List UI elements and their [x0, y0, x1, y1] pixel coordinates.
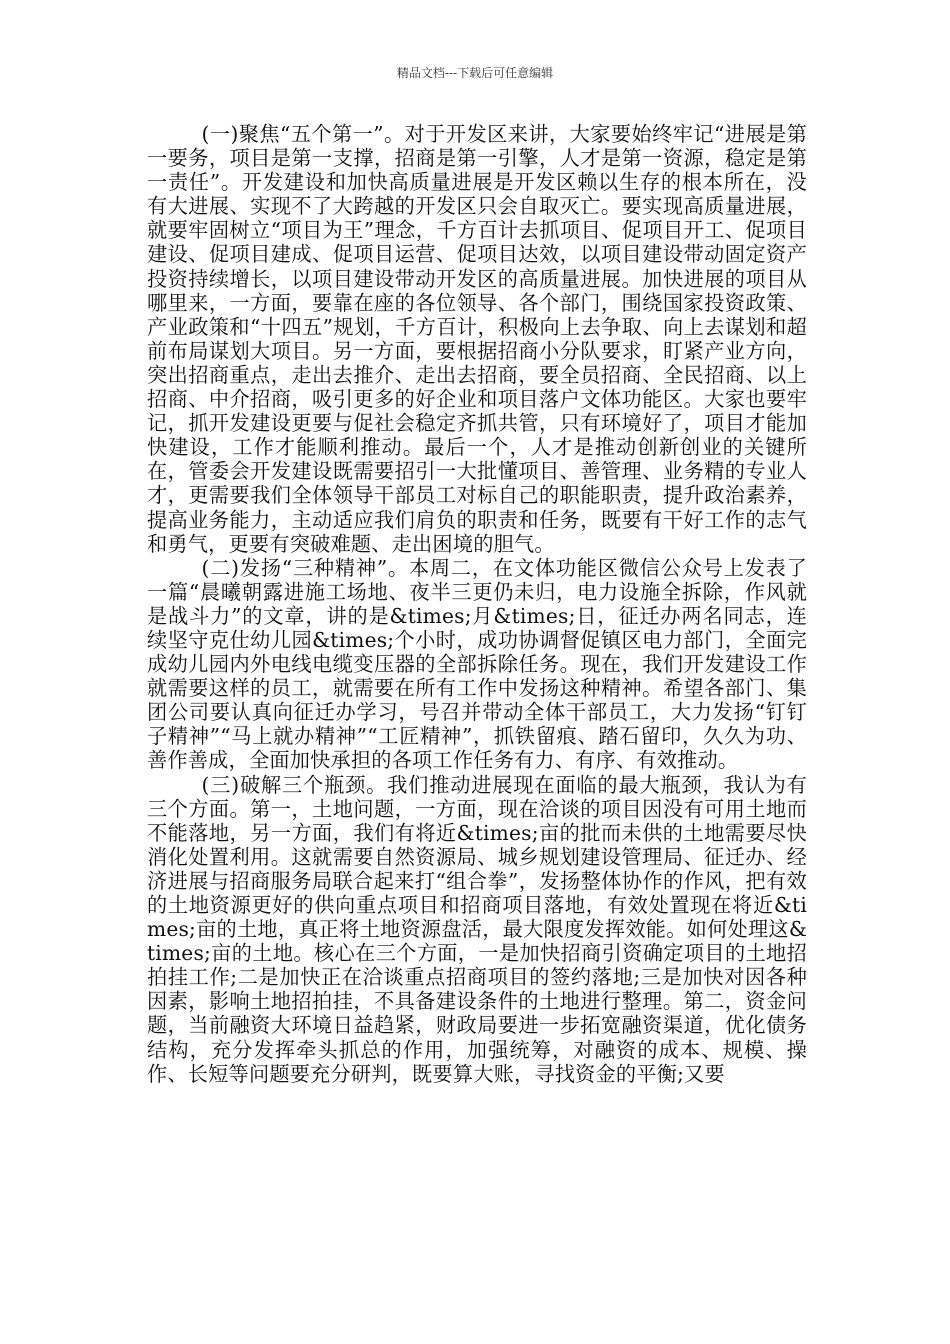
page-header: 精品文档---下载后可任意编辑: [396, 66, 554, 80]
paragraph-three-spirits: (二)发扬“三种精神”。本周二，在文体功能区微信公众号上发表了一篇“晨曦朝露进施工场地、夜半三更仍未归，电力设施全拆除，作风就是战斗力”的文章，讲的是&times;月&times;日，征迁办两名同志，连续坚守克仕幼儿园&times;个小时，成功协调督促镇区电力部门，全面完成幼儿园内外电线电缆变压器的全部拆除任务。现在，我们开发建设工作就需要这样的员工，就需要在所有工作中发扬这种精神。希望各部门、集团公司要认真向征迁办学习，号召并带动全体干部员工，大力发扬“钉钉子精神”“马上就办精神”“工匠精神”，抓铁留痕、踏石留印，久久为功、善作善成，全面加快承担的各项工作任务有力、有序、有效推动。: [147, 555, 807, 773]
paragraph-five-firsts: (一)聚焦“五个第一”。对于开发区来讲，大家要始终牢记“进展是第一要务，项目是第一支撑，招商是第一引擎，人才是第一资源，稳定是第一责任”。开发建设和加快高质量进展是开发区赖以生存的根本所在，没有大进展、实现不了大跨越的开发区只会自取灭亡。要实现高质量进展，就要牢固树立“项目为王”理念，千方百计去抓项目、促项目开工、促项目建设、促项目建成、促项目运营、促项目达效，以项目建设带动固定资产投资持续增长，以项目建设带动开发区的高质量进展。加快进展的项目从哪里来，一方面，要靠在座的各位领导、各个部门，围绕国家投资政策、产业政策和“十四五”规划，千方百计，积极向上去争取、向上去谋划和超前布局谋划大项目。另一方面，要根据招商小分队要求，盯紧产业方向，突出招商重点，走出去推介、走出去招商，要全员招商、全民招商、以上招商、中介招商，吸引更多的好企业和项目落户文体功能区。大家也要牢记，抓开发建设更要与促社会稳定齐抓共管，只有环境好了，项目才能加快建设，工作才能顺利推动。最后一个，人才是推动创新创业的关键所在，管委会开发建设既需要招引一大批懂项目、善管理、业务精的专业人才，更需要我们全体领导干部员工对标自己的职能职责，提升政治素养，提高业务能力，主动适应我们肩负的职责和任务，既要有干好工作的志气和勇气，更要有突破难题、走出困境的胆气。: [147, 122, 807, 556]
paragraph-three-bottlenecks: (三)破解三个瓶颈。我们推动进展现在面临的最大瓶颈，我认为有三个方面。第一，土地问题，一方面，现在洽谈的项目因没有可用土地而不能落地，另一方面，我们有将近&times;亩的批而未供的土地需要尽快消化处置利用。这就需要自然资源局、城乡规划建设管理局、征迁办、经济进展与招商服务局联合起来打“组合拳”，发扬整体协作的作风，把有效的土地资源更好的供向重点项目和招商项目落地，有效处置现在将近&times;亩的土地，真正将土地资源盘活，最大限度发挥效能。如何处理这&times;亩的土地。核心在三个方面，一是加快招商引资确定项目的土地招拍挂工作;二是加快正在洽谈重点招商项目的签约落地;三是加快对因各种因素，影响土地招拍挂，不具备建设条件的土地进行整理。第二，资金问题，当前融资大环境日益趋紧，财政局要进一步拓宽融资渠道，优化债务结构，充分发挥牵头抓总的作用，加强统筹，对融资的成本、规模、操作、长短等问题要充分研判，既要算大账，寻找资金的平衡;又要: [147, 772, 807, 1086]
document-body: [147, 122, 807, 1086]
